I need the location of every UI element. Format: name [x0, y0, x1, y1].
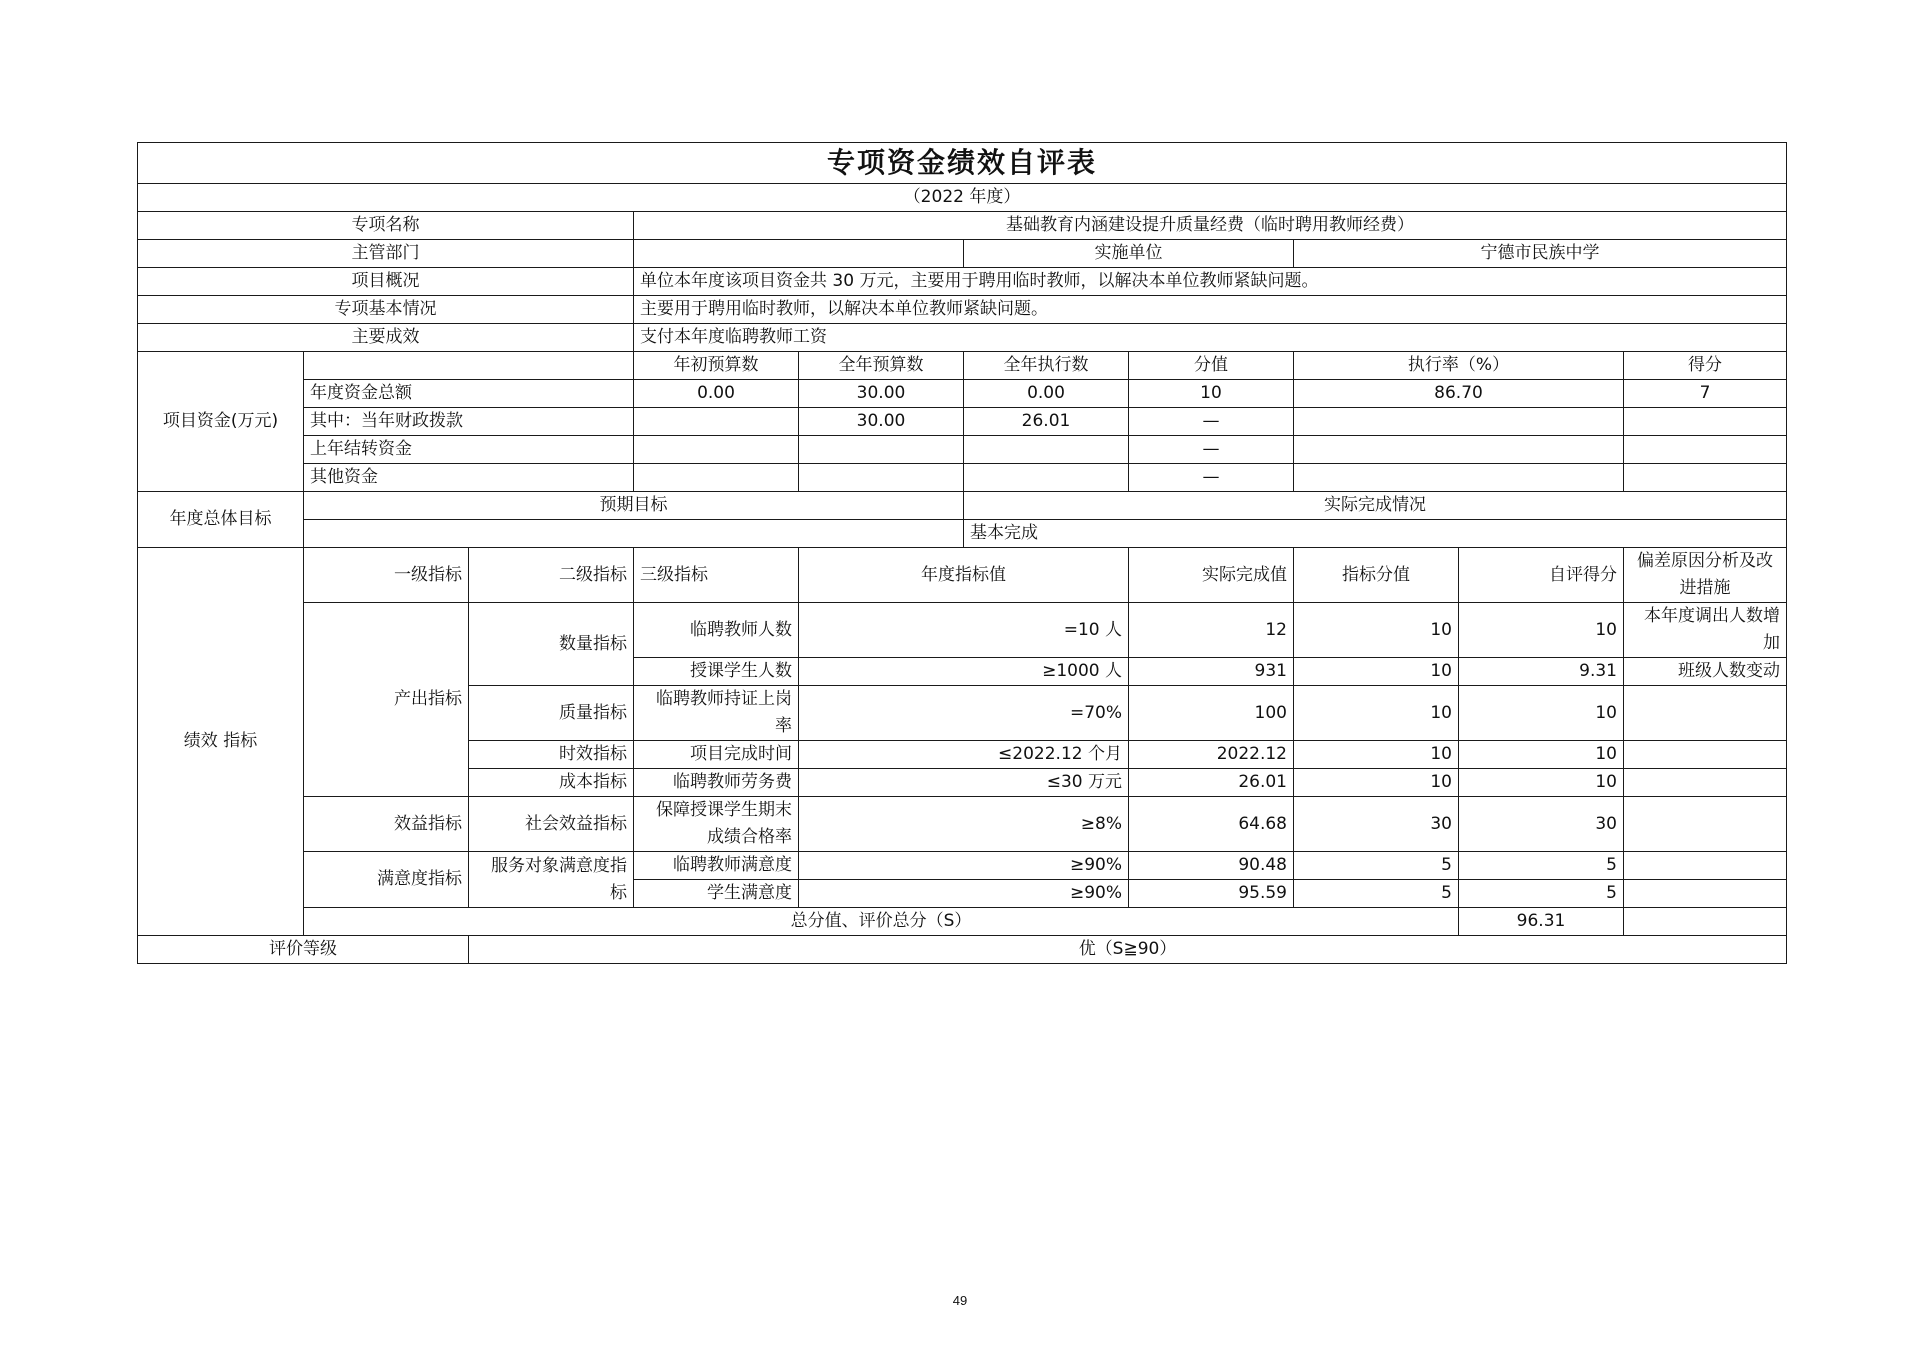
actual-value: 100 — [1129, 686, 1294, 741]
indicator-header: 一级指标 — [304, 548, 469, 603]
self-score: 5 — [1459, 852, 1624, 880]
funds-header: 执行率（%） — [1294, 352, 1624, 380]
overview-value: 单位本年度该项目资金共 30 万元，主要用于聘用临时教师，以解决本单位教师紧缺问题。 — [634, 268, 1787, 296]
funds-row-label: 其中：当年财政拨款 — [304, 408, 634, 436]
self-score: 9.31 — [1459, 658, 1624, 686]
deviation-reason: 本年度调出人数增加 — [1624, 603, 1787, 658]
target-value: ≤30 万元 — [799, 769, 1129, 797]
funds-row — [138, 380, 1787, 408]
form-title: 专项资金绩效自评表 — [138, 143, 1787, 184]
target-value: =10 人 — [799, 603, 1129, 658]
form-year: （2022 年度） — [138, 184, 1787, 212]
indicator-header: 偏差原因分析及改进措施 — [1624, 548, 1787, 603]
self-score: 10 — [1459, 741, 1624, 769]
performance-label: 绩效 指标 — [138, 548, 304, 936]
expected-goal-header: 预期目标 — [304, 492, 964, 520]
funds-header: 得分 — [1624, 352, 1787, 380]
level3-indicator: 临聘教师人数 — [634, 603, 799, 658]
weight-value: 10 — [1294, 741, 1459, 769]
funds-cell: 30.00 — [799, 408, 964, 436]
level3-indicator: 临聘教师满意度 — [634, 852, 799, 880]
achievements-value: 支付本年度临聘教师工资 — [634, 324, 1787, 352]
self-score: 30 — [1459, 797, 1624, 852]
funds-cell — [964, 436, 1129, 464]
achievements-label: 主要成效 — [138, 324, 634, 352]
funds-header: 年初预算数 — [634, 352, 799, 380]
indicator-header: 年度指标值 — [799, 548, 1129, 603]
funds-cell — [634, 464, 799, 492]
weight-value: 10 — [1294, 686, 1459, 741]
deviation-reason — [1624, 769, 1787, 797]
funds-cell: — — [1129, 436, 1294, 464]
department-value — [634, 240, 964, 268]
actual-value: 90.48 — [1129, 852, 1294, 880]
level3-indicator: 授课学生人数 — [634, 658, 799, 686]
indicator-header: 指标分值 — [1294, 548, 1459, 603]
actual-value: 64.68 — [1129, 797, 1294, 852]
deviation-reason: 班级人数变动 — [1624, 658, 1787, 686]
department-label: 主管部门 — [138, 240, 634, 268]
funds-row-label: 年度资金总额 — [304, 380, 634, 408]
funds-cell: 30.00 — [799, 380, 964, 408]
level3-indicator: 临聘教师劳务费 — [634, 769, 799, 797]
deviation-reason — [1624, 741, 1787, 769]
funds-cell — [799, 464, 964, 492]
indicator-header: 自评得分 — [1459, 548, 1624, 603]
grade-value: 优（S≧90） — [469, 936, 1787, 964]
funds-header: 分值 — [1129, 352, 1294, 380]
total-score-label: 总分值、评价总分（S） — [304, 908, 1459, 936]
self-score: 10 — [1459, 769, 1624, 797]
indicator-header: 实际完成值 — [1129, 548, 1294, 603]
funds-corner — [304, 352, 634, 380]
actual-value: 95.59 — [1129, 880, 1294, 908]
expected-goal-value — [304, 520, 964, 548]
target-value: ≥90% — [799, 852, 1129, 880]
overview-label: 项目概况 — [138, 268, 634, 296]
deviation-reason — [1624, 686, 1787, 741]
funds-cell: 10 — [1129, 380, 1294, 408]
indicator-row — [138, 603, 1787, 658]
deviation-reason — [1624, 880, 1787, 908]
funds-cell: 7 — [1624, 380, 1787, 408]
deviation-reason — [1624, 797, 1787, 852]
deviation-reason — [1624, 852, 1787, 880]
level3-indicator: 学生满意度 — [634, 880, 799, 908]
funds-cell — [1624, 436, 1787, 464]
funds-header: 全年预算数 — [799, 352, 964, 380]
level2-indicator: 时效指标 — [469, 741, 634, 769]
level1-indicator: 满意度指标 — [304, 852, 469, 908]
funds-cell — [799, 436, 964, 464]
annual-goal-label: 年度总体目标 — [138, 492, 304, 548]
level3-indicator: 保障授课学生期末成绩合格率 — [634, 797, 799, 852]
funds-row-label: 上年结转资金 — [304, 436, 634, 464]
funds-label: 项目资金(万元) — [138, 352, 304, 492]
indicator-header: 二级指标 — [469, 548, 634, 603]
project-name-label: 专项名称 — [138, 212, 634, 240]
funds-cell — [1294, 408, 1624, 436]
weight-value: 30 — [1294, 797, 1459, 852]
level2-indicator: 服务对象满意度指标 — [469, 852, 634, 908]
level1-indicator: 效益指标 — [304, 797, 469, 852]
indicator-row — [138, 797, 1787, 852]
level3-indicator: 临聘教师持证上岗率 — [634, 686, 799, 741]
total-score-value: 96.31 — [1459, 908, 1624, 936]
weight-value: 10 — [1294, 603, 1459, 658]
funds-cell — [634, 436, 799, 464]
funds-cell — [1624, 464, 1787, 492]
funds-row — [138, 408, 1787, 436]
impl-unit-label: 实施单位 — [964, 240, 1294, 268]
funds-cell — [1294, 436, 1624, 464]
project-name-value: 基础教育内涵建设提升质量经费（临时聘用教师经费） — [634, 212, 1787, 240]
weight-value: 5 — [1294, 852, 1459, 880]
actual-value: 26.01 — [1129, 769, 1294, 797]
indicator-row — [138, 852, 1787, 880]
funds-row-label: 其他资金 — [304, 464, 634, 492]
grade-label: 评价等级 — [138, 936, 469, 964]
target-value: ≥1000 人 — [799, 658, 1129, 686]
funds-cell — [964, 464, 1129, 492]
level2-indicator: 数量指标 — [469, 603, 634, 686]
actual-value: 2022.12 — [1129, 741, 1294, 769]
level3-indicator: 项目完成时间 — [634, 741, 799, 769]
performance-evaluation-table — [137, 142, 1787, 964]
level2-indicator: 社会效益指标 — [469, 797, 634, 852]
funds-cell — [1294, 464, 1624, 492]
level2-indicator: 质量指标 — [469, 686, 634, 741]
level1-indicator: 产出指标 — [304, 603, 469, 797]
funds-cell: 0.00 — [964, 380, 1129, 408]
funds-cell: 86.70 — [1294, 380, 1624, 408]
weight-value: 5 — [1294, 880, 1459, 908]
target-value: ≤2022.12 个月 — [799, 741, 1129, 769]
actual-value: 931 — [1129, 658, 1294, 686]
funds-cell: — — [1129, 464, 1294, 492]
impl-unit-value: 宁德市民族中学 — [1294, 240, 1787, 268]
self-score: 10 — [1459, 686, 1624, 741]
total-score-blank — [1624, 908, 1787, 936]
actual-value: 12 — [1129, 603, 1294, 658]
funds-header: 全年执行数 — [964, 352, 1129, 380]
basic-info-label: 专项基本情况 — [138, 296, 634, 324]
indicator-header: 三级指标 — [634, 548, 799, 603]
weight-value: 10 — [1294, 769, 1459, 797]
weight-value: 10 — [1294, 658, 1459, 686]
page-number: 49 — [952, 1293, 968, 1308]
self-score: 5 — [1459, 880, 1624, 908]
level2-indicator: 成本指标 — [469, 769, 634, 797]
actual-goal-header: 实际完成情况 — [964, 492, 1787, 520]
funds-cell: — — [1129, 408, 1294, 436]
funds-cell — [634, 408, 799, 436]
funds-cell — [1624, 408, 1787, 436]
basic-info-value: 主要用于聘用临时教师，以解决本单位教师紧缺问题。 — [634, 296, 1787, 324]
funds-cell: 0.00 — [634, 380, 799, 408]
target-value: =70% — [799, 686, 1129, 741]
target-value: ≥8% — [799, 797, 1129, 852]
self-score: 10 — [1459, 603, 1624, 658]
funds-row — [138, 436, 1787, 464]
funds-cell: 26.01 — [964, 408, 1129, 436]
actual-goal-value: 基本完成 — [964, 520, 1787, 548]
target-value: ≥90% — [799, 880, 1129, 908]
funds-row — [138, 464, 1787, 492]
